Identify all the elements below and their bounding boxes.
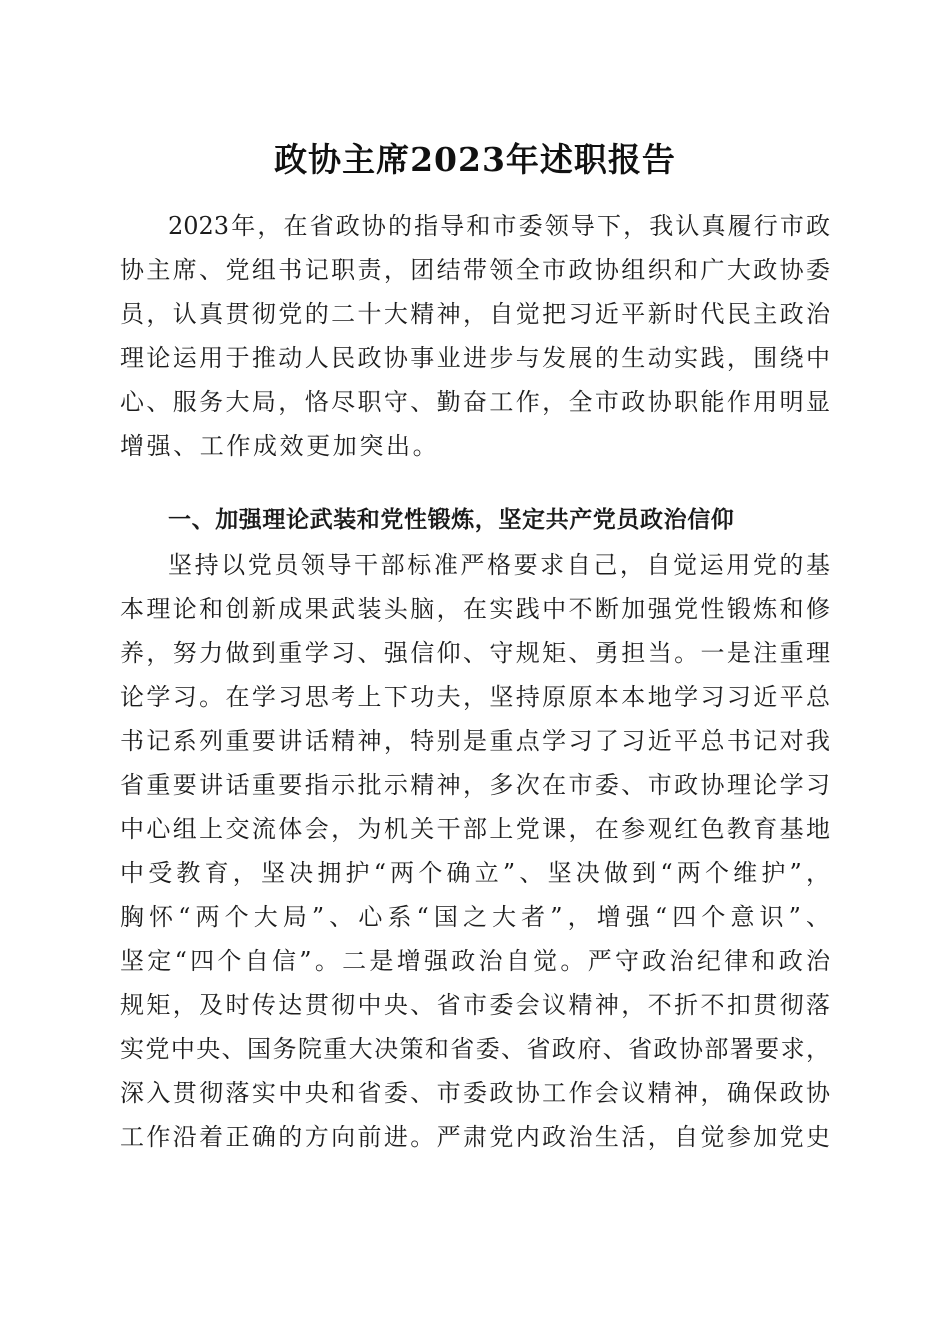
intro-line: 增强、工作成效更加突出。 [120,432,440,460]
body-line: 书记系列重要讲话精神，特别是重点学习了习近平总书记对我 [120,727,830,755]
body-line: 中受教育，坚决拥护“两个确立”、坚决做到“两个维护”， [120,859,830,887]
body-line: 省重要讲话重要指示批示精神，多次在市委、市政协理论学习 [120,771,830,799]
intro-line: 理论运用于推动人民政协事业进步与发展的生动实践，围绕中 [120,344,830,372]
body-line: 工作沿着正确的方向前进。严肃党内政治生活，自觉参加党史 [120,1123,830,1151]
body-line: 坚定“四个自信”。二是增强政治自觉。严守政治纪律和政治 [120,947,830,975]
body-line: 规矩，及时传达贯彻中央、省市委会议精神，不折不扣贯彻落 [120,991,830,1019]
document-title: 政协主席2023年述职报告 [274,140,676,179]
intro-line: 心、服务大局，恪尽职守、勤奋工作，全市政协职能作用明显 [120,388,830,416]
intro-line: 协主席、党组书记职责，团结带领全市政协组织和广大政协委 [120,256,830,284]
body-line: 论学习。在学习思考上下功夫，坚持原原本本地学习习近平总 [120,683,830,711]
body-line: 中心组上交流体会，为机关干部上党课，在参观红色教育基地 [120,815,830,843]
body-line: 胸怀“两个大局”、心系“国之大者”，增强“四个意识”、 [120,903,830,931]
body-line: 坚持以党员领导干部标准严格要求自己，自觉运用党的基 [168,551,830,579]
section-heading: 一、加强理论武装和党性锻炼，坚定共产党员政治信仰 [168,507,735,533]
body-line: 深入贯彻落实中央和省委、市委政协工作会议精神，确保政协 [120,1079,830,1107]
body-line: 养，努力做到重学习、强信仰、守规矩、勇担当。一是注重理 [120,639,830,667]
body-line: 本理论和创新成果武装头脑，在实践中不断加强党性锻炼和修 [120,595,830,623]
body-line: 实党中央、国务院重大决策和省委、省政府、省政协部署要求， [120,1035,830,1063]
intro-line: 员，认真贯彻党的二十大精神，自觉把习近平新时代民主政治 [120,300,830,328]
intro-line: 2023年，在省政协的指导和市委领导下，我认真履行市政 [168,212,830,240]
